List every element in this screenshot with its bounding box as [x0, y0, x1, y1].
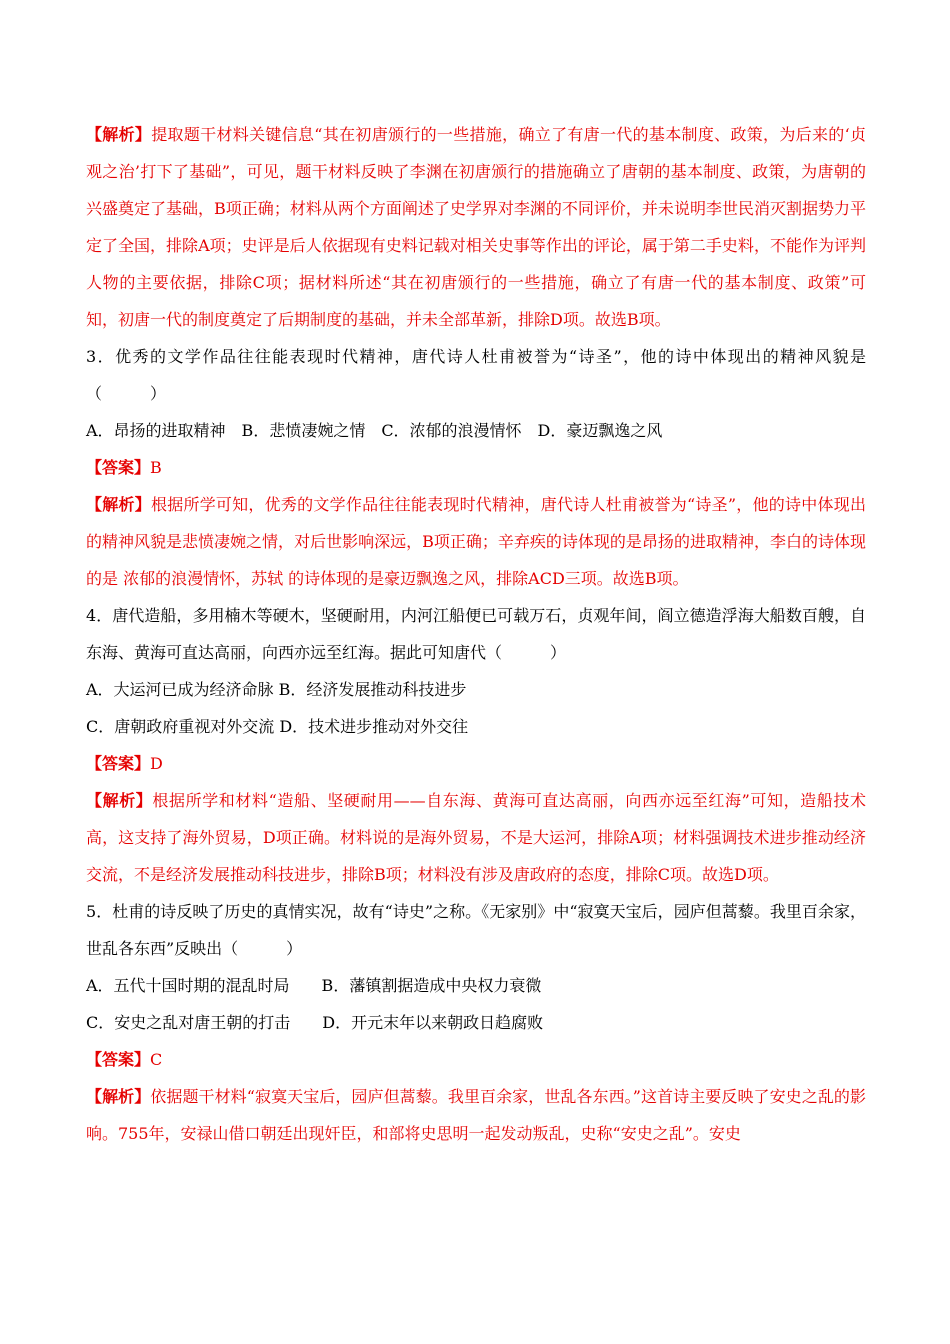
answer-tag: 【答案】 — [86, 1050, 151, 1069]
q5-options-line2: C．安史之乱对唐王朝的打击 D．开元末年以来朝政日趋腐败 — [86, 1013, 544, 1032]
analysis-text: 根据所学和材料“造船、坚硬耐用——自东海、黄海可直达高丽，向西亦远至红海”可知，造船技术高，这支持了海外贸易，D项正确。材料说的是海外贸易，不是大运河，排除A项；材料强调技术进步推动经济交流，不是经济发展推动科技进步，排除B项；材料没有涉及唐政府的态度，排除C项。故选D项。 — [86, 791, 866, 884]
q4-analysis — [86, 782, 866, 893]
q5-analysis — [86, 1078, 866, 1152]
analysis-tag: 【解析】 — [86, 125, 152, 144]
q5-options-line1: A．五代十国时期的混乱时局 B．藩镇割据造成中央权力衰微 — [86, 976, 542, 995]
q4-answer — [86, 745, 866, 782]
q4-stem: 4．唐代造船，多用楠木等硬木，坚硬耐用，内河江船便已可载万石，贞观年间，阎立德造浮海大船数百艘，自东海、黄海可直达高丽，向西亦远至红海。据此可知唐代（ ） — [86, 606, 866, 662]
analysis-text: 依据题干材料“寂寞天宝后，园庐但蒿藜。我里百余家，世乱各东西。”这首诗主要反映了安史之乱的影响。755年，安禄山借口朝廷出现奸臣，和部将史思明一起发动叛乱，史称“安史之乱”。安史 — [86, 1087, 866, 1143]
answer-value: C — [150, 1050, 163, 1069]
q3-stem: 3．优秀的文学作品往往能表现时代精神，唐代诗人杜甫被誉为“诗圣”，他的诗中体现出的精神风貌是（ ） — [86, 347, 866, 403]
q4-options-line1: A．大运河已成为经济命脉 B．经济发展推动科技进步 — [86, 680, 467, 699]
q4-options-line2: C．唐朝政府重视对外交流 D．技术进步推动对外交往 — [86, 717, 469, 736]
answer-value: D — [150, 754, 163, 773]
document-page — [86, 116, 866, 1152]
analysis-tag: 【解析】 — [86, 495, 151, 514]
q2-analysis — [86, 116, 866, 338]
q3-analysis — [86, 486, 866, 597]
analysis-text: 根据所学可知，优秀的文学作品往往能表现时代精神，唐代诗人杜甫被誉为“诗圣”，他的诗中体现出的精神风貌是悲愤凄婉之情，对后世影响深远，B项正确；辛弃疾的诗体现的是昂扬的进取精神，李白的诗体现的是 浓郁的浪漫情怀，苏轼 的诗体现的是豪迈飘逸之风，排除ACD三项。故选B项。 — [86, 495, 866, 588]
q3-answer — [86, 449, 866, 486]
analysis-tag: 【解析】 — [86, 1087, 151, 1106]
answer-tag: 【答案】 — [86, 458, 151, 477]
answer-value: B — [150, 458, 162, 477]
answer-tag: 【答案】 — [86, 754, 151, 773]
q3-options: A．昂扬的进取精神 B．悲愤凄婉之情 C．浓郁的浪漫情怀 D．豪迈飘逸之风 — [86, 421, 663, 440]
analysis-text: 提取题干材料关键信息“其在初唐颁行的一些措施，确立了有唐一代的基本制度、政策，为后来的‘贞观之治’打下了基础”，可见，题干材料反映了李渊在初唐颁行的措施确立了唐朝的基本制度、政策，为唐朝的兴盛奠定了基础，B项正确；材料从两个方面阐述了史学界对李渊的不同评价，并未说明李世民消灭割据势力平定了全国，排除A项；史评是后人依据现有史料记载对相关史事等作出的评论，属于第二手史料，不能作为评判人物的主要依据，排除C项；据材料所述“其在初唐颁行的一些措施，确立了有唐一代的基本制度、政策”可知，初唐一代的制度奠定了后期制度的基础，并未全部革新，排除D项。故选B项。 — [86, 125, 866, 329]
analysis-tag: 【解析】 — [86, 791, 153, 810]
q5-answer — [86, 1041, 866, 1078]
q5-stem: 5．杜甫的诗反映了历史的真情实况，故有“诗史”之称。《无家别》中“寂寞天宝后，园庐但蒿藜。我里百余家，世乱各东西”反映出（ ） — [86, 902, 866, 958]
